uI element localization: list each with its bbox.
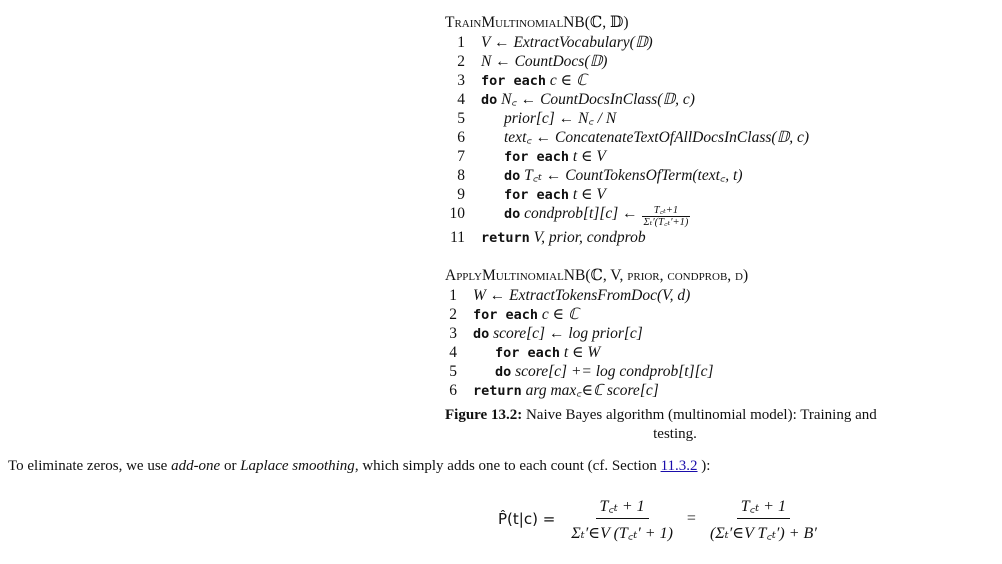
train-line-7: 7 for each t ∈ V	[457, 148, 606, 165]
train-line-11: 11 return V, prior, condprob	[450, 229, 646, 246]
apply-line-4: 4 for each t ∈ W	[449, 344, 601, 361]
train-algorithm	[445, 13, 629, 32]
caption-text: Naive Bayes algorithm (multinomial model): Training and	[525, 407, 877, 423]
train-line-2: 2 N ← CountDocs(𝔻)	[457, 53, 608, 70]
train-line-6: 6 text꜀ ← ConcatenateTextOfAllDocsInClass(𝔻, c)	[457, 129, 810, 146]
figure-caption	[445, 406, 925, 444]
body-paragraph: To eliminate zeros, we use add-one or Laplace smoothing, which simply adds one to each count (cf. Section 11.3.2 ):	[8, 458, 711, 474]
train-line-1: 1 V ← ExtractVocabulary(𝔻)	[457, 34, 653, 51]
apply-line-1: 1 W ← ExtractTokensFromDoc(V, d)	[449, 287, 691, 304]
train-header: TrainMultinomialNB(ℂ, 𝔻)	[445, 14, 629, 31]
equation-fraction-2: $\frac{\text{T꜀ₜ + 1}}{\text{(Σₜ′∈V T꜀ₜ′) + B′}}$	[706, 494, 821, 543]
train-line-8: 8 do T꜀ₜ ← CountTokensOfTerm(text꜀, t)	[457, 167, 743, 184]
train-line-10: 10 do condprob[t][c] ← $\frac{\text{T꜀ₜ+1}}{\text{Σₜ′(T꜀ₜ′+1)}}$	[449, 205, 689, 228]
train-line-4: 4 do N꜀ ← CountDocsInClass(𝔻, c)	[457, 91, 695, 108]
train-line-3: 3 for each c ∈ ℂ	[457, 72, 587, 89]
term-laplace-smoothing: Laplace smoothing	[240, 458, 355, 474]
apply-algorithm	[445, 266, 748, 285]
apply-header: ApplyMultinomialNB(ℂ, V, prior, condprob, d)	[445, 267, 749, 284]
caption-label: Figure 13.2:	[445, 407, 523, 423]
apply-line-3: 3 do score[c] ← log prior[c]	[449, 325, 643, 342]
equation-lhs: P̂(t|c) =	[498, 509, 556, 528]
term-add-one: add-one	[171, 458, 221, 474]
equation-fraction-1: $\frac{\text{T꜀ₜ + 1}}{\text{Σₜ′∈V (T꜀ₜ′ + 1)}}$	[567, 494, 677, 543]
condprob-fraction: $\frac{\text{T꜀ₜ+1}}{\text{Σₜ′(T꜀ₜ′+1)}}$	[643, 205, 689, 228]
apply-lines	[445, 286, 945, 400]
apply-line-5: 5 do score[c] += log condprob[t][c]	[449, 363, 714, 380]
train-line-5: 5 prior[c] ← N꜀ / N	[457, 110, 617, 127]
train-lines	[445, 33, 945, 247]
equation-equals: =	[686, 509, 696, 527]
train-line-9: 9 for each t ∈ V	[457, 186, 606, 203]
smoothing-equation	[498, 494, 827, 543]
apply-line-6: 6 return arg max꜀∈ℂ score[c]	[449, 382, 659, 399]
caption-text-2: testing.	[653, 426, 697, 442]
apply-line-2: 2 for each c ∈ ℂ	[449, 306, 579, 323]
section-link[interactable]: 11.3.2	[660, 458, 698, 474]
